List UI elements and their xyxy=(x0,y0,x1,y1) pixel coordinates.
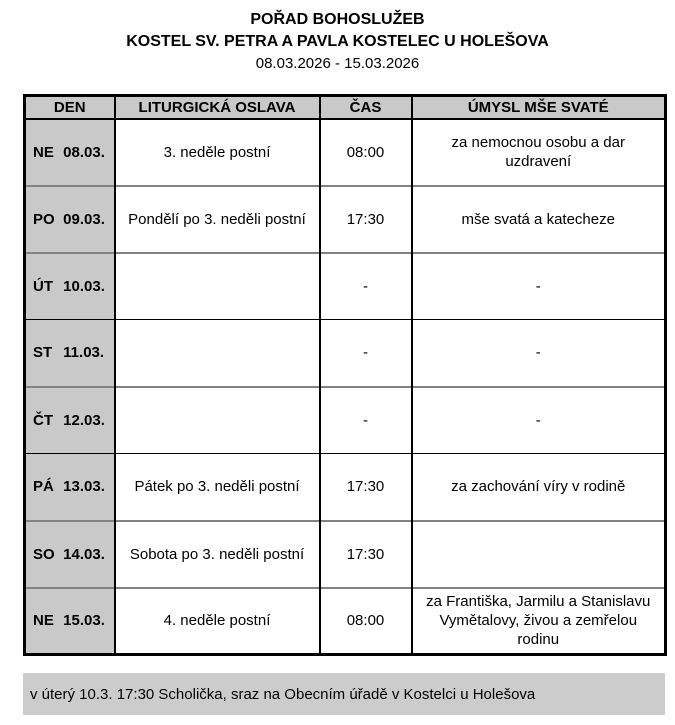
schedule-table-wrapper xyxy=(23,94,664,656)
table-row xyxy=(25,320,666,387)
celebration-cell: Sobota po 3. neděli postní xyxy=(115,521,320,588)
time-cell: 08:00 xyxy=(320,588,412,655)
day-cell xyxy=(25,588,115,655)
page-title: POŘAD BOHOSLUŽEB xyxy=(250,11,425,28)
day-abbrev: ČT xyxy=(33,411,53,429)
intention-cell: mše svatá a katecheze xyxy=(412,186,666,253)
table-row xyxy=(25,454,666,521)
day-date: 15.03. xyxy=(63,612,105,630)
celebration-cell: Pondělí po 3. neděli postní xyxy=(115,186,320,253)
column-header-day: DEN xyxy=(25,96,115,119)
intention-cell: za nemocnou osobu a dar uzdravení xyxy=(412,119,666,186)
day-date: 08.03. xyxy=(63,143,105,161)
day-cell xyxy=(25,320,115,387)
day-date: 10.03. xyxy=(63,277,105,295)
intention-cell: - xyxy=(412,253,666,320)
celebration-cell xyxy=(115,320,320,387)
column-header-celebration: LITURGICKÁ OSLAVA xyxy=(115,96,320,119)
time-cell: 17:30 xyxy=(320,521,412,588)
day-cell xyxy=(25,119,115,186)
day-abbrev: ÚT xyxy=(33,277,53,295)
day-cell xyxy=(25,454,115,521)
celebration-cell: 3. neděle postní xyxy=(115,119,320,186)
day-cell xyxy=(25,387,115,454)
time-cell: - xyxy=(320,320,412,387)
day-cell xyxy=(25,521,115,588)
day-abbrev: ST xyxy=(33,344,53,362)
schedule-body xyxy=(25,119,666,655)
day-cell xyxy=(25,186,115,253)
document-header xyxy=(0,0,675,74)
celebration-cell xyxy=(115,387,320,454)
day-abbrev: NE xyxy=(33,143,54,161)
celebration-cell: Pátek po 3. neděli postní xyxy=(115,454,320,521)
time-cell: - xyxy=(320,387,412,454)
celebration-cell: 4. neděle postní xyxy=(115,588,320,655)
day-date: 09.03. xyxy=(63,210,105,228)
table-row xyxy=(25,521,666,588)
day-date: 13.03. xyxy=(63,478,105,496)
time-cell: 17:30 xyxy=(320,186,412,253)
church-name: KOSTEL SV. PETRA A PAVLA KOSTELEC U HOLEŠOVA xyxy=(126,33,549,50)
intention-cell: - xyxy=(412,387,666,454)
day-date: 14.03. xyxy=(63,545,105,563)
table-header-row xyxy=(25,96,666,119)
time-cell: 17:30 xyxy=(320,454,412,521)
table-row xyxy=(25,387,666,454)
day-abbrev: NE xyxy=(33,612,54,630)
date-range: 08.03.2026 - 15.03.2026 xyxy=(255,55,420,72)
time-cell: 08:00 xyxy=(320,119,412,186)
day-abbrev: PÁ xyxy=(33,478,54,496)
table-row xyxy=(25,588,666,655)
intention-cell xyxy=(412,521,666,588)
footer-note-bar xyxy=(23,673,665,715)
column-header-time: ČAS xyxy=(320,96,412,119)
table-row xyxy=(25,253,666,320)
intention-cell: za Františka, Jarmilu a Stanislavu Vymětalovy, živou a zemřelou rodinu xyxy=(412,588,666,655)
celebration-cell xyxy=(115,253,320,320)
column-header-intention: ÚMYSL MŠE SVATÉ xyxy=(412,96,666,119)
day-date: 11.03. xyxy=(63,344,105,362)
day-cell xyxy=(25,253,115,320)
table-row xyxy=(25,186,666,253)
footer-note: v úterý 10.3. 17:30 Scholička, sraz na Obecním úřadě v Kostelci u Holešova xyxy=(30,685,536,703)
day-abbrev: PO xyxy=(33,210,55,228)
intention-cell: - xyxy=(412,320,666,387)
day-date: 12.03. xyxy=(63,411,105,429)
table-row xyxy=(25,119,666,186)
schedule-table xyxy=(23,94,667,656)
time-cell: - xyxy=(320,253,412,320)
intention-cell: za zachování víry v rodině xyxy=(412,454,666,521)
day-abbrev: SO xyxy=(33,545,55,563)
